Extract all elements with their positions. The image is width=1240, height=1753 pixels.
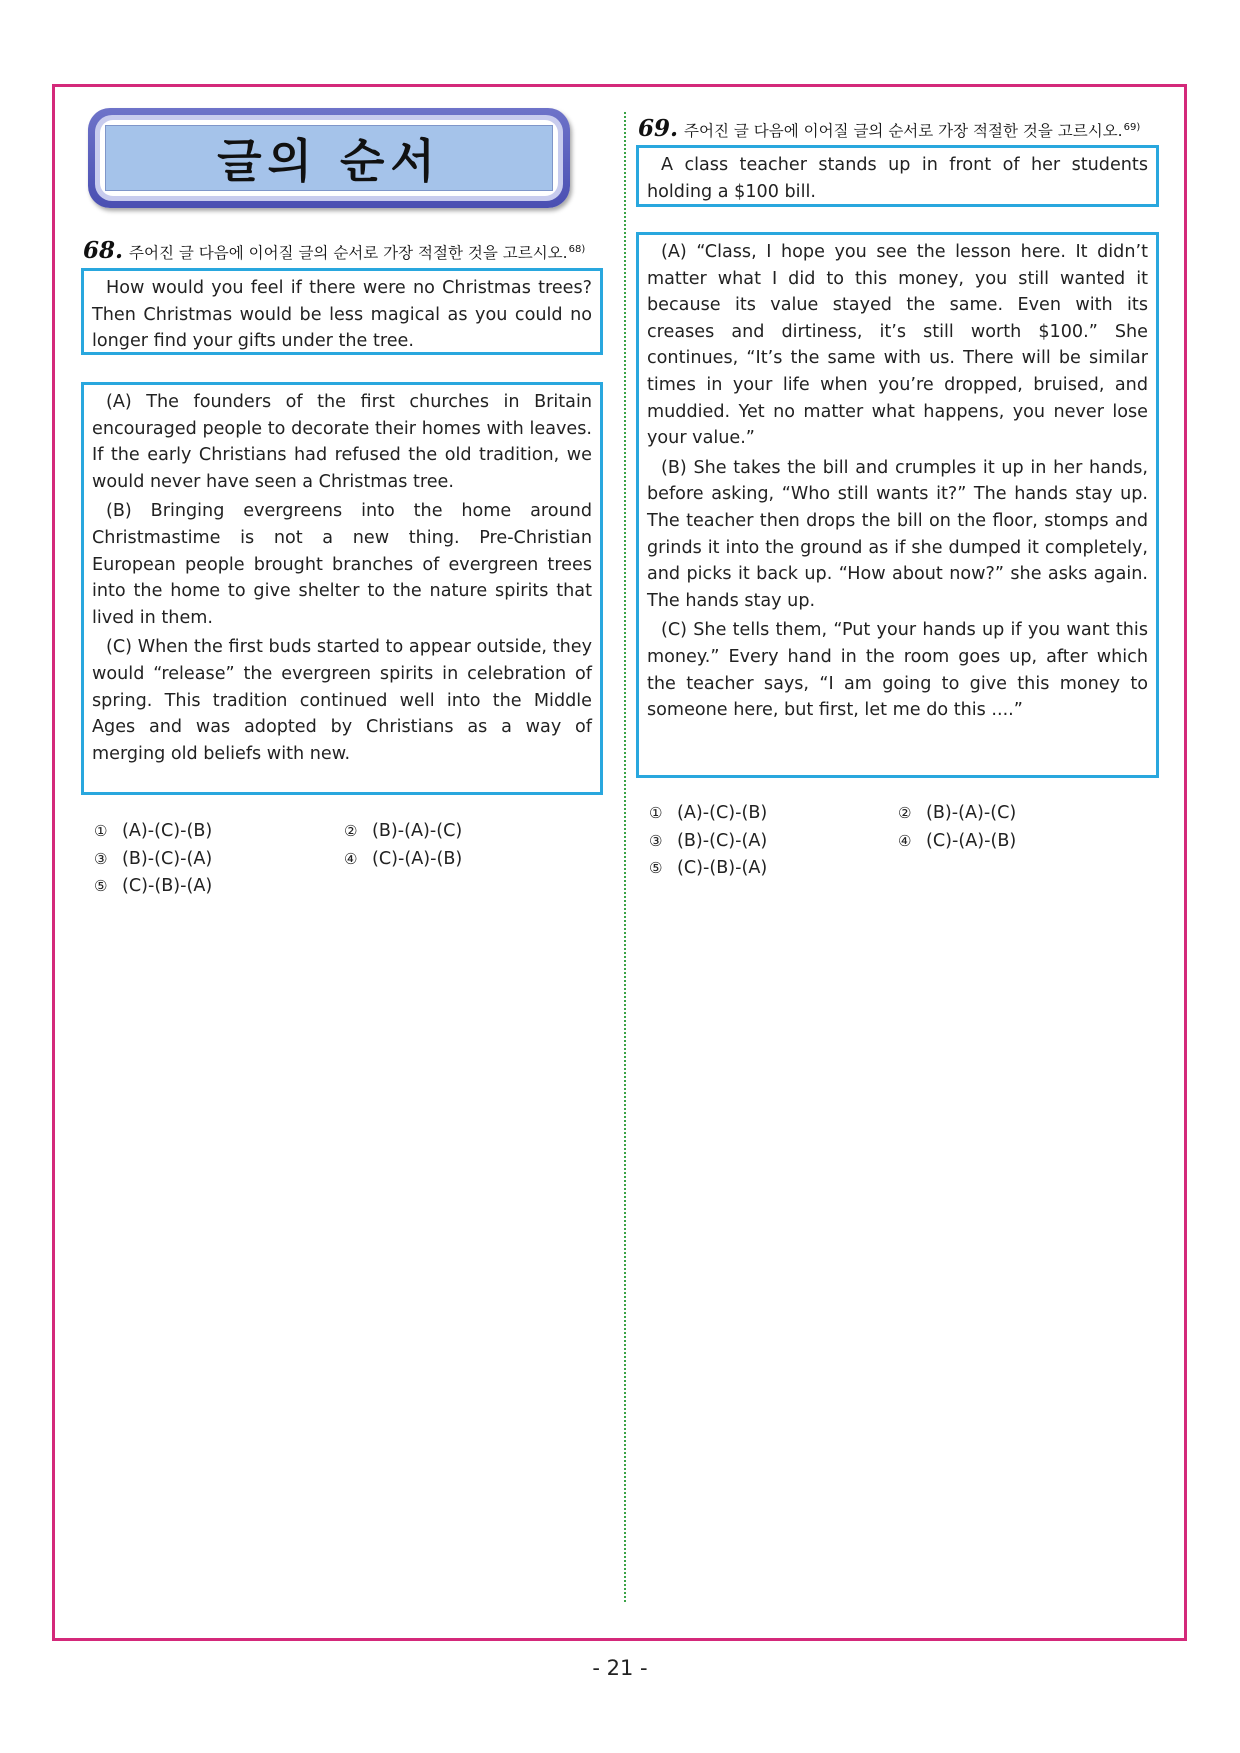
choice-3[interactable]: ③ (B)-(C)-(A)	[649, 830, 768, 851]
q69-choices-right	[898, 800, 1138, 855]
section-title: 글의 순서	[105, 125, 553, 191]
choice-1[interactable]: ① (A)-(C)-(B)	[94, 821, 213, 841]
q68-given-passage-box	[81, 268, 603, 355]
question-68-header	[83, 237, 585, 264]
paragraph-b: (B) Bringing evergreens into the home around Christmastime is not a new thing. Pre-Christian European people brought branches of evergreen trees into the home to give shelter to the nature spirits that lived in them.	[92, 501, 592, 628]
choice-2[interactable]: ② (B)-(A)-(C)	[344, 821, 463, 841]
section-title-banner	[88, 108, 570, 208]
choice-1[interactable]: ① (A)-(C)-(B)	[649, 803, 768, 823]
question-69-header	[638, 115, 1140, 142]
question-number: 69.	[638, 115, 679, 142]
q69-paragraphs-box	[636, 232, 1159, 778]
paragraph-b: (B) She takes the bill and crumples it up in her hands, before asking, “Who still wants it?” The hands stay up. The teacher then drops the bill on the floor, stomps and grinds it into the ground as if she dumped it completely, and picks it back up. “How about now?” she asks again. The hands stay up.	[647, 457, 1148, 611]
question-number: 68.	[83, 237, 124, 264]
choice-4[interactable]: ④ (C)-(A)-(B)	[344, 848, 463, 869]
given-passage: A class teacher stands up in front of her students holding a $100 bill.	[647, 155, 1148, 202]
question-instruction: 주어진 글 다음에 이어질 글의 순서로 가장 적절한 것을 고르시오.	[129, 244, 568, 262]
column-divider	[624, 112, 626, 1602]
q69-choices-left	[649, 800, 889, 883]
q68-choices-right	[344, 818, 584, 873]
given-passage: How would you feel if there were no Christmas trees? Then Christmas would be less magical as you could no longer find your gifts under the tree.	[92, 278, 592, 352]
footnote-ref: 68)	[568, 243, 586, 255]
choice-5[interactable]: ⑤ (C)-(B)-(A)	[94, 876, 213, 896]
footnote-ref: 69)	[1123, 121, 1141, 133]
paragraph-c: (C) When the first buds started to appear outside, they would “release” the evergreen spirits in celebration of spring. This tradition continued well into the Middle Ages and was adopted by Christians as a way of merging old beliefs with new.	[92, 637, 592, 764]
question-instruction: 주어진 글 다음에 이어질 글의 순서로 가장 적절한 것을 고르시오.	[684, 122, 1123, 140]
choice-2[interactable]: ② (B)-(A)-(C)	[898, 803, 1017, 823]
choice-4[interactable]: ④ (C)-(A)-(B)	[898, 830, 1017, 851]
page-number: - 21 -	[592, 1656, 648, 1680]
paragraph-a: (A) The founders of the first churches in Britain encouraged people to decorate their homes with leaves. If the early Christians had refused the old tradition, we would never have seen a Christmas tree.	[92, 392, 592, 492]
paragraph-c: (C) She tells them, “Put your hands up if you want this money.” Every hand in the room goes up, after which the teacher says, “I am going to give this money to someone here, but first, let me do this ....”	[647, 620, 1148, 721]
choice-5[interactable]: ⑤ (C)-(B)-(A)	[649, 858, 768, 878]
q68-paragraphs-box	[81, 382, 603, 795]
q69-given-passage-box	[636, 145, 1159, 207]
paragraph-a: (A) “Class, I hope you see the lesson here. It didn’t matter what I did to this money, you still wanted it because its value stayed the same. Even with its creases and dirtiness, it’s still worth $100.” She continues, “It’s the same with us. There will be similar times in your life when you’re dropped, bruised, and muddied. Yet no matter what happens, you never lose your value.”	[647, 242, 1148, 449]
choice-3[interactable]: ③ (B)-(C)-(A)	[94, 848, 213, 869]
q68-choices-left	[94, 818, 334, 901]
